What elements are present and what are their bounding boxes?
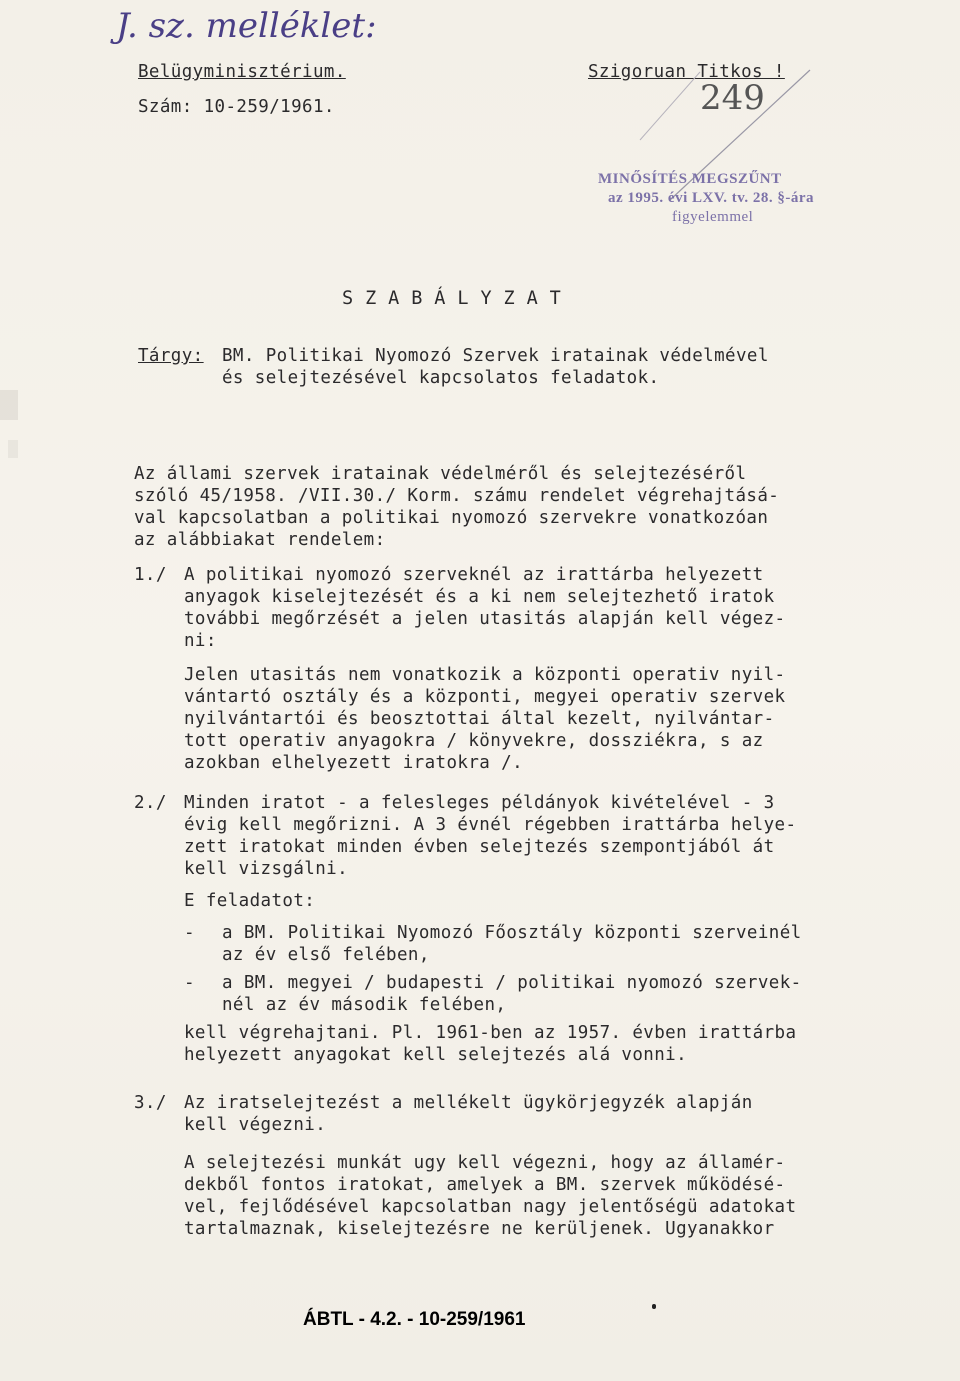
stamp-line-2: az 1995. évi LXV. tv. 28. §-ára — [608, 190, 815, 206]
point-1-line-2: anyagok kiselejtezését és a ki nem selejtezhető iratok — [184, 587, 775, 607]
point-2-line-4: kell vizsgálni. — [184, 859, 349, 879]
archive-reference: ÁBTL - 4.2. - 10-259/1961 — [303, 1309, 526, 1330]
point-3-number: 3./ — [134, 1093, 167, 1113]
dash-item-1-line-2: az év első felében, — [222, 945, 430, 965]
point-2-line-2: évig kell megőrizni. A 3 évnél régebben irattárba helye- — [184, 815, 797, 835]
point-2-closing — [184, 1022, 796, 1066]
document-number: Szám: 10-259/1961. — [138, 97, 335, 117]
intro-line-1: Az állami szervek iratainak védelméről és selejtezéséről — [134, 464, 747, 484]
declassification-stamp — [598, 170, 814, 227]
point-1-subparagraph — [184, 664, 785, 774]
dash-item-2 — [222, 972, 802, 1016]
subject-line-2: és selejtezésével kapcsolatos feladatok. — [222, 368, 660, 388]
intro-paragraph — [134, 463, 779, 551]
stamp-line-3: figyelemmel — [672, 209, 754, 225]
point-1-sub-line-4: tott operativ anyagokra / könyvekre, dossziékra, s az — [184, 731, 764, 751]
ink-dot — [652, 1304, 656, 1309]
intro-line-3: val kapcsolatban a politikai nyomozó szervekre vonatkozóan — [134, 508, 769, 528]
handwritten-annotation: J. sz. melléklet: — [116, 6, 377, 46]
stamp-line-1: MINŐSÍTÉS MEGSZŰNT — [598, 171, 782, 187]
subject-label: Tárgy: — [138, 346, 204, 366]
dash-item-1-line-1: a BM. Politikai Nyomozó Főosztály központi szerveinél — [222, 923, 802, 943]
point-1-sub-line-1: Jelen utasitás nem vonatkozik a központi operativ nyil- — [184, 665, 786, 685]
point-2-closing-line-1: kell végrehajtani. Pl. 1961-ben az 1957. évben irattárba — [184, 1023, 797, 1043]
intro-line-4: az alábbiakat rendelem: — [134, 530, 386, 550]
subject-text — [222, 345, 769, 389]
task-label: E feladatot: — [184, 891, 316, 911]
paper-edge-mark — [0, 390, 18, 420]
document-title: S Z A B Á L Y Z A T — [342, 288, 562, 309]
paper-edge-mark — [8, 440, 18, 458]
dash-item-2-line-2: nél az év második felében, — [222, 995, 507, 1015]
point-3-line-2: kell végezni. — [184, 1115, 327, 1135]
point-3-line-1: Az iratselejtezést a mellékelt ügykörjegyzék alapján — [184, 1093, 753, 1113]
dash-item-1 — [222, 922, 802, 966]
point-1-sub-line-5: azokban elhelyezett iratokra /. — [184, 753, 524, 773]
subject-line-1: BM. Politikai Nyomozó Szervek iratainak védelmével — [222, 346, 769, 366]
point-1-sub-line-2: vántartó osztály és a központi, megyei operativ szervek — [184, 687, 786, 707]
point-1-sub-line-3: nyilvántartói és beosztottai által kezelt, nyilvántar- — [184, 709, 775, 729]
classification-label: Szigoruan Titkos ! — [588, 62, 785, 82]
point-3-subparagraph — [184, 1152, 796, 1240]
point-2-text — [184, 792, 796, 880]
point-3-sub-line-1: A selejtezési munkát ugy kell végezni, hogy az államér- — [184, 1153, 786, 1173]
dash-bullet: - — [184, 973, 195, 993]
point-3-sub-line-4: tartalmaznak, kiselejtezésre ne kerüljenek. Ugyanakkor — [184, 1219, 775, 1239]
point-2-line-3: zett iratokat minden évben selejtezés szempontjából át — [184, 837, 775, 857]
point-1-line-4: ni: — [184, 631, 217, 651]
point-2-line-1: Minden iratot - a felesleges példányok kivételével - 3 — [184, 793, 775, 813]
point-1-number: 1./ — [134, 565, 167, 585]
point-1-text — [184, 564, 785, 652]
point-3-sub-line-2: dekből fontos iratokat, amelyek a BM. szervek működésé- — [184, 1175, 786, 1195]
dash-item-2-line-1: a BM. megyei / budapesti / politikai nyomozó szervek- — [222, 973, 802, 993]
point-1-line-3: további megőrzését a jelen utasitás alapján kell végez- — [184, 609, 786, 629]
handwritten-registry-number: 249 — [700, 78, 765, 118]
point-2-closing-line-2: helyezett anyagokat kell selejtezés alá vonni. — [184, 1045, 688, 1065]
ministry-name: Belügyminisztérium. — [138, 62, 346, 82]
point-2-number: 2./ — [134, 793, 167, 813]
point-1-line-1: A politikai nyomozó szerveknél az irattárba helyezett — [184, 565, 764, 585]
point-3-text — [184, 1092, 753, 1136]
intro-line-2: szóló 45/1958. /VII.30./ Korm. számu rendelet végrehajtásá- — [134, 486, 780, 506]
dash-bullet: - — [184, 923, 195, 943]
point-3-sub-line-3: vel, fejlődésével kapcsolatban nagy jelentőségü adatokat — [184, 1197, 797, 1217]
